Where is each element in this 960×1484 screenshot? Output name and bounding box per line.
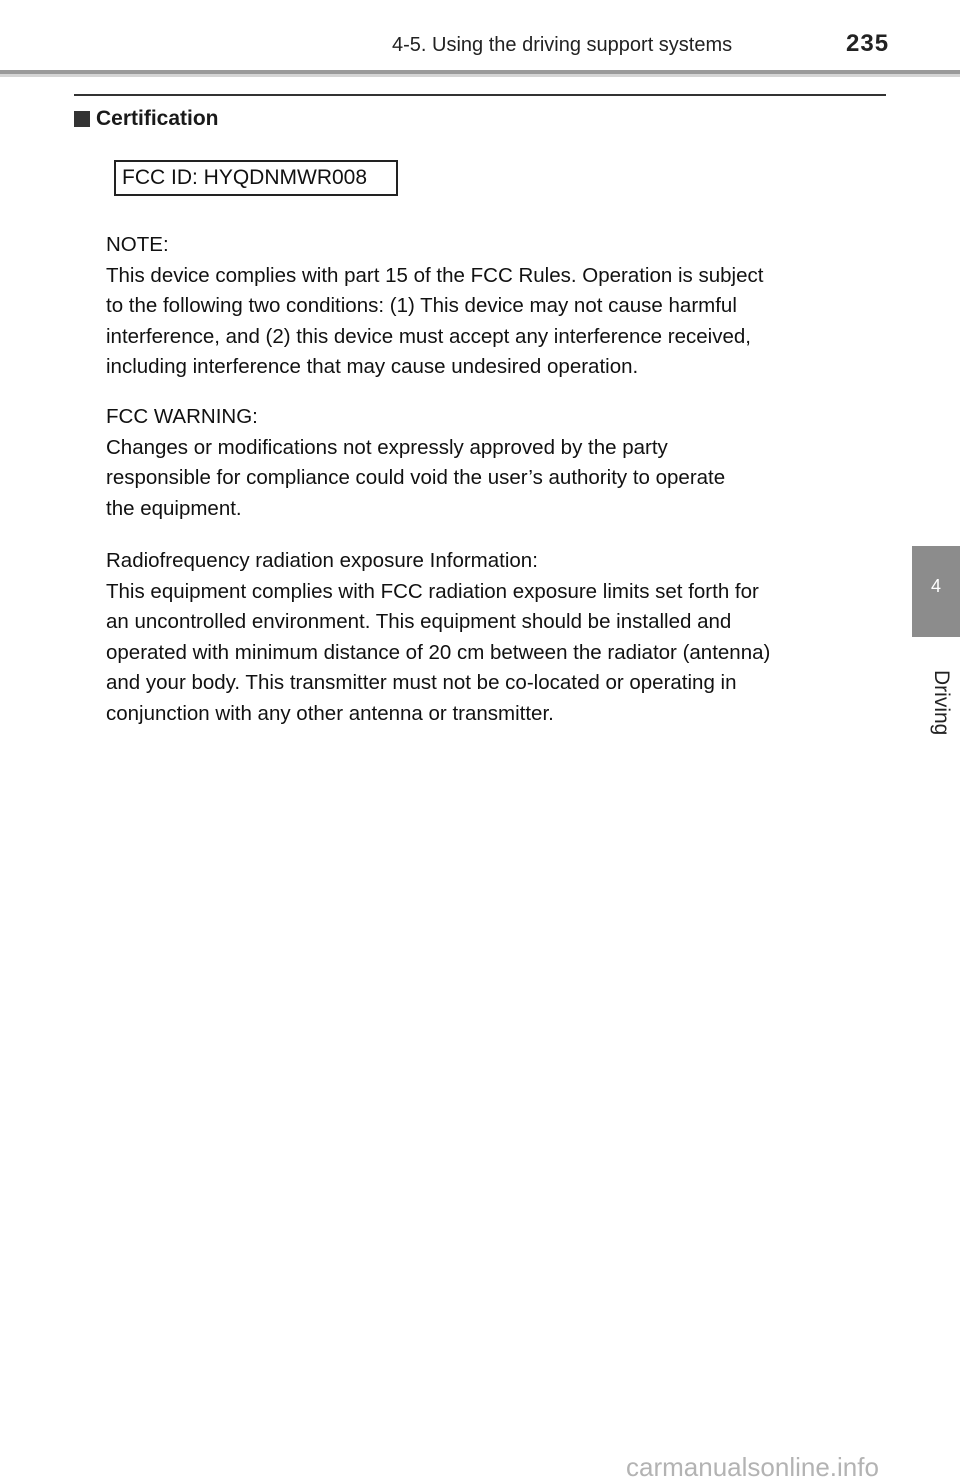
header-divider-shadow	[0, 74, 960, 77]
square-bullet-icon	[74, 111, 90, 127]
fcc-warning-block	[106, 402, 866, 524]
radiation-line: and your body. This transmitter must not be co-located or operating in	[106, 671, 737, 694]
radiation-line: This equipment complies with FCC radiation exposure limits set forth for	[106, 579, 759, 603]
warning-title: FCC WARNING:	[106, 405, 258, 428]
note-line: to the following two conditions: (1) This device may not cause harmful	[106, 294, 737, 317]
section-divider	[74, 94, 886, 96]
section-heading	[74, 107, 219, 131]
warning-line: the equipment.	[106, 496, 242, 520]
section-heading-text: Certification	[96, 107, 219, 130]
note-block	[106, 230, 866, 383]
radiation-exposure-block	[106, 546, 866, 729]
radiation-title: Radiofrequency radiation exposure Information:	[106, 549, 538, 572]
warning-line: responsible for compliance could void the user’s authority to operate	[106, 466, 726, 489]
radiation-line: conjunction with any other antenna or transmitter.	[106, 701, 554, 725]
header-section-title: 4-5. Using the driving support systems	[392, 34, 733, 56]
note-title: NOTE:	[106, 233, 169, 256]
radiation-line: an uncontrolled environment. This equipment should be installed and	[106, 610, 732, 633]
warning-line: Changes or modifications not expressly approved by the party	[106, 435, 668, 459]
watermark: carmanualsonline.info	[626, 1452, 879, 1482]
note-line: interference, and (2) this device must accept any interference received,	[106, 324, 751, 348]
page-number: 235	[846, 30, 890, 57]
radiation-line: operated with minimum distance of 20 cm between the radiator (antenna)	[106, 640, 771, 664]
chapter-tab	[912, 546, 960, 637]
note-line: This device complies with part 15 of the FCC Rules. Operation is subject	[106, 263, 764, 287]
chapter-tab-label: Driving	[930, 670, 953, 736]
fcc-id-label: FCC ID: HYQDNMWR008	[114, 160, 398, 196]
note-line: including interference that may cause undesired operation.	[106, 355, 639, 378]
chapter-tab-number: 4	[930, 576, 941, 596]
